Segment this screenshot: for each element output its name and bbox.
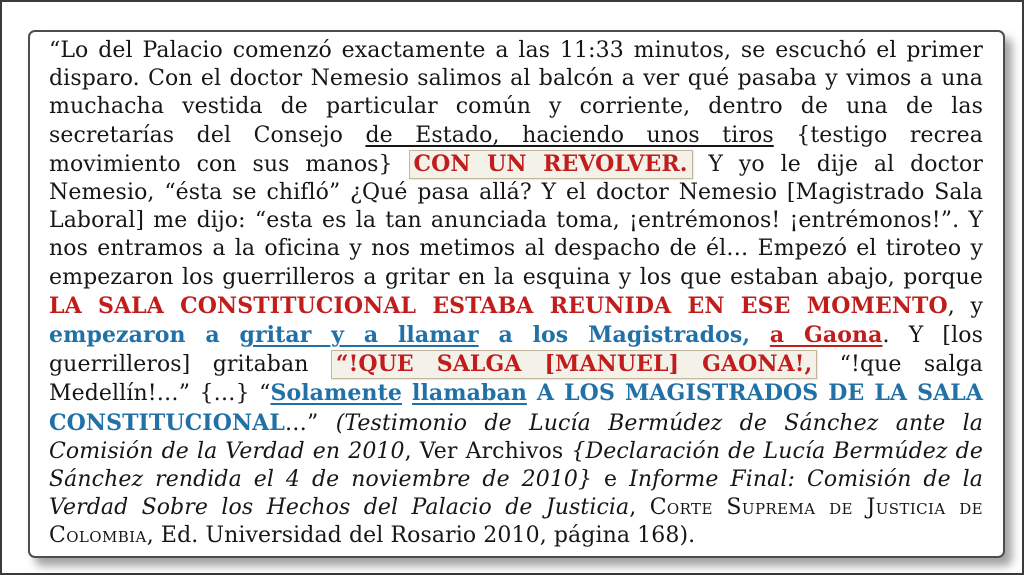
text-segment: gritar y a llamar	[239, 322, 479, 349]
text-segment: de Estado, haciendo unos tiros	[365, 122, 774, 148]
emphasis-sala-constitucional: LA SALA CONSTITUCIONAL ESTABA REUNIDA EN ESE MOMENTO	[49, 292, 948, 319]
text-segment: . Y [los guerrilleros] gritaban	[49, 323, 983, 378]
text-segment: Y yo le dije al doctor Nemesio, “ésta se chifló” ¿Qué pasa allá? Y el doctor Nemesio [Magistrado Sala Laboral] me dijo: “esta es la tan anunciada toma, ¡entrémonos! ¡entrémonos!”. Y nos entramos a la oficina y nos metimos al despacho de él… Empezó el tiroteo y empezaron los guerrilleros a gritar en la esquina y los que estaban abajo, porque	[49, 151, 983, 290]
text-segment: Solamente	[270, 380, 402, 407]
citation-informe-final: Informe Final: Comisión de la Verdad Sobre los Hechos del Palacio de Justicia	[49, 467, 983, 521]
text-segment: , Ed. Universidad del Rosario 2010, página 168).	[146, 523, 696, 549]
citation-testimonio: (Testimonio de Lucía Bermúdez de Sánchez ante la Comisión de la Verdad en 2010	[49, 410, 983, 464]
text-segment: a los Magistrados,	[478, 322, 770, 349]
text-segment: “Lo del Palacio comenzó exactamente a las 11:33 minutos, se escuchó el primer disparo. Con el doctor Nemesio salimos al balcón a ver qué pasaba y vimos a una muchacha vestida de particular común y corriente, dentro de una de las secretarías del Consejo	[49, 38, 983, 148]
text-segment: e	[592, 467, 630, 493]
text-segment: llamaban	[411, 380, 527, 407]
citation-corte-suprema: Corte Suprema de Justicia de Colombia	[49, 495, 983, 549]
testimony-paragraph	[49, 37, 983, 551]
citation-declaracion: {Declaración de Lucía Bermúdez de Sánchez rendida el 4 de noviembre de 2010}	[49, 438, 983, 493]
text-segment	[402, 380, 412, 406]
text-segment: “!que salga Medellín!…” {…} “	[49, 352, 984, 407]
highlighted-phrase-revolver: CON UN REVOLVER.	[409, 150, 693, 179]
text-segment: empezaron a	[49, 322, 240, 349]
highlighted-phrase-gaona: “!QUE SALGA [MANUEL] GAONA!,	[331, 350, 818, 379]
document-card	[28, 30, 1005, 558]
text-segment: , y	[947, 293, 983, 319]
emphasis-magistrados-sala: A LOS MAGISTRADOS DE LA SALA CONSTITUCIONAL	[49, 380, 983, 436]
text-segment: {testigo recrea movimiento con sus manos}	[49, 122, 984, 177]
text-segment: …”	[284, 410, 336, 436]
text-segment: , Ver Archivos	[404, 438, 572, 464]
text-segment: ,	[629, 495, 650, 521]
emphasis-a-gaona: a Gaona	[769, 322, 883, 349]
